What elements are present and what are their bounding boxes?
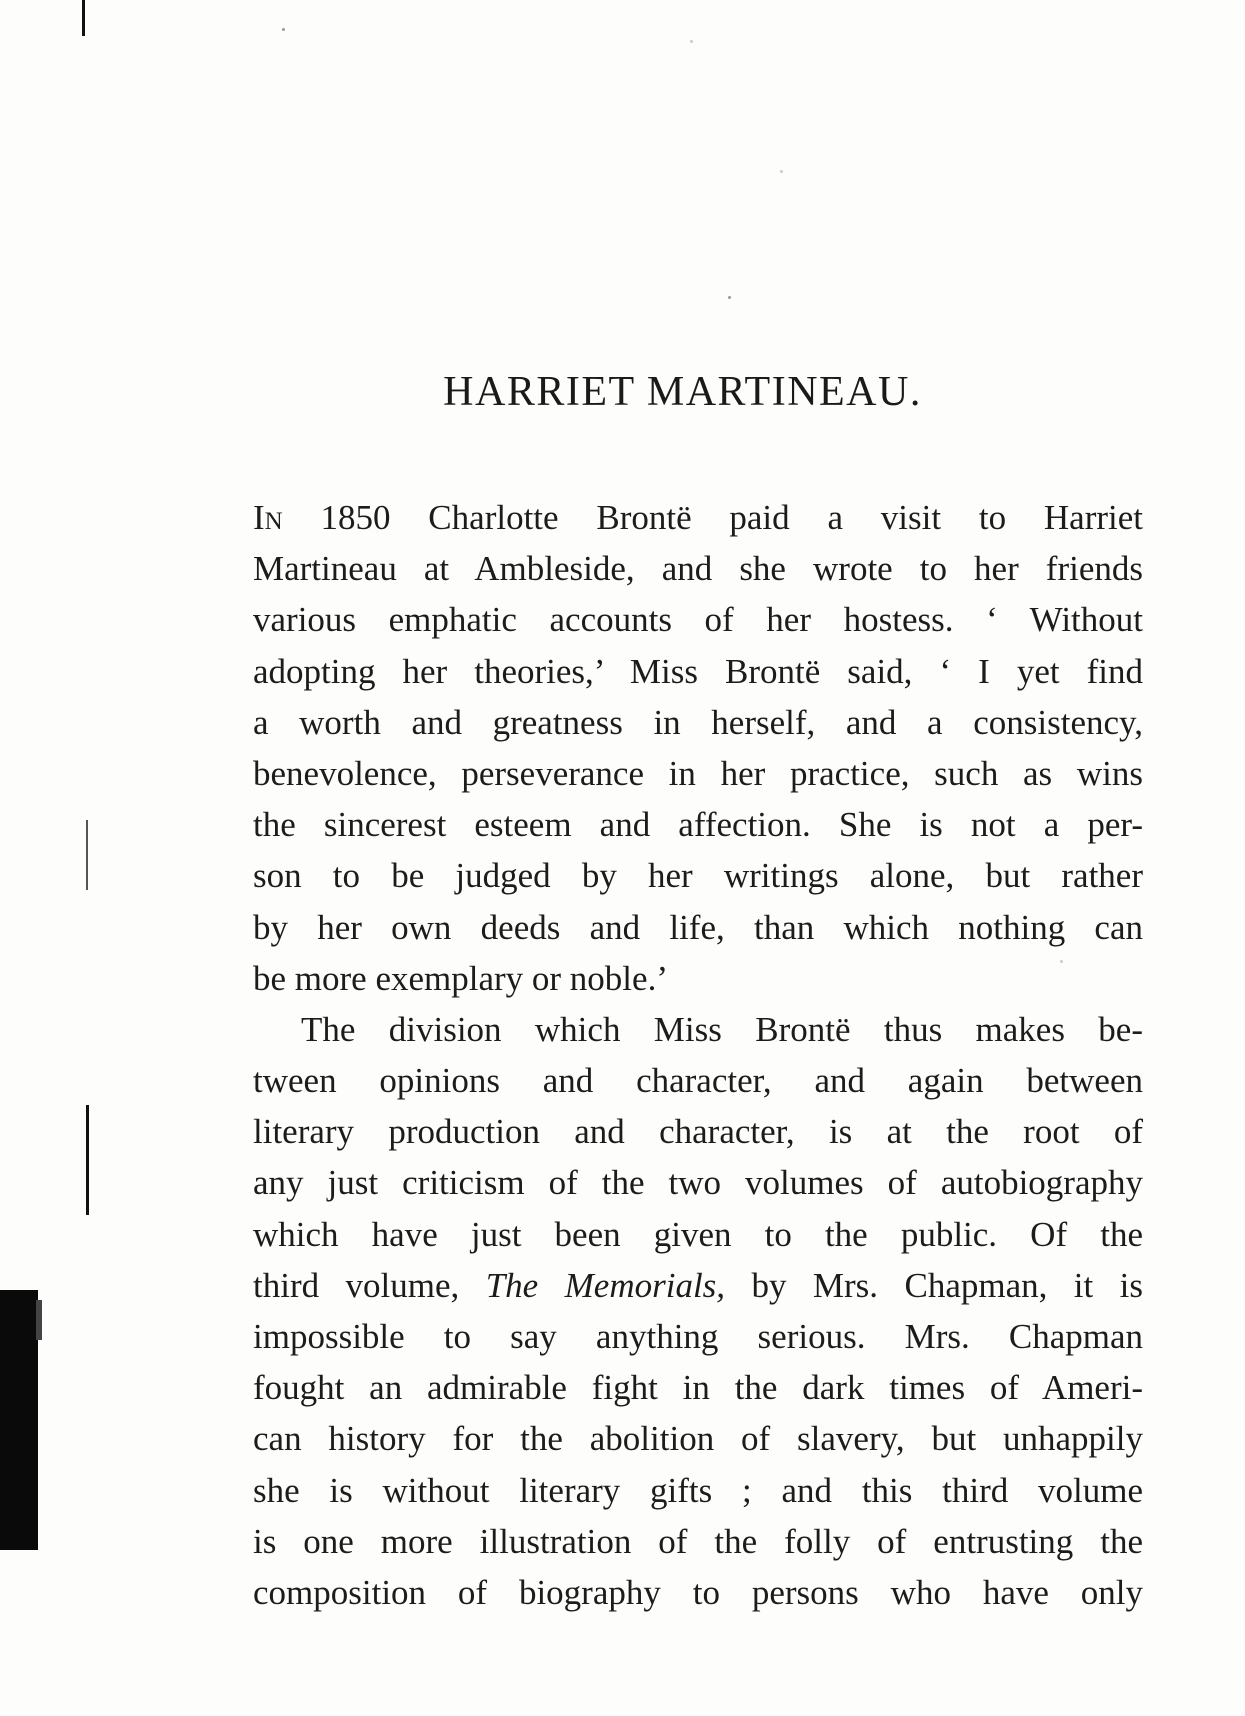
- text-line: impossible to say anything serious. Mrs. Chapman: [253, 1317, 1143, 1356]
- text-line: composition of biography to persons who have only: [253, 1572, 1143, 1612]
- drop-word: In: [253, 498, 283, 537]
- text-line: third volume, The Memorials, by Mrs. Chapman, it is: [253, 1265, 1144, 1305]
- scan-speck: [282, 28, 285, 31]
- text-line: various emphatic accounts of her hostess. ‘ Without: [253, 600, 1143, 640]
- text-line: the sincerest esteem and affection. She is not a per-: [253, 805, 1143, 845]
- scan-speck: [780, 170, 783, 173]
- text-line: tween opinions and character, and again between: [253, 1061, 1143, 1101]
- text-line: which have just been given to the public. Of the: [253, 1214, 1143, 1254]
- text-line: adopting her theories,’ Miss Brontë said, ‘ I yet find: [253, 651, 1143, 691]
- text-line: Martineau at Ambleside, and she wrote to her friends: [253, 549, 1143, 589]
- text-line: literary production and character, is at the root of: [253, 1112, 1143, 1152]
- scan-speck: [690, 40, 693, 43]
- paragraph-2: [253, 1004, 1143, 1618]
- scan-edge-shadow: [0, 1290, 38, 1550]
- paragraph-1: [253, 492, 1143, 1004]
- text-line: be more exemplary or noble.’: [253, 958, 668, 998]
- scan-mark: [36, 1300, 42, 1340]
- text-line: can history for the abolition of slavery, but unhappily: [253, 1419, 1143, 1459]
- text-line: by her own deeds and life, than which nothing can: [253, 907, 1143, 947]
- text-line: she is without literary gifts ; and this third volume: [253, 1470, 1143, 1510]
- scan-mark: [82, 0, 85, 36]
- text-line: son to be judged by her writings alone, but rather: [253, 856, 1143, 896]
- text-line: benevolence, perseverance in her practice, such as wins: [253, 753, 1143, 793]
- scan-mark: [86, 1105, 89, 1215]
- page-title: HARRIET MARTINEAU.: [443, 369, 922, 415]
- text-line: fought an admirable fight in the dark times of Ameri-: [253, 1368, 1143, 1408]
- text-line: is one more illustration of the folly of entrusting the: [253, 1521, 1143, 1561]
- body-text: [253, 492, 1143, 1618]
- text-line: any just criticism of the two volumes of autobiography: [253, 1163, 1143, 1203]
- text-line: a worth and greatness in herself, and a consistency,: [253, 702, 1143, 742]
- text-line: In 1850 Charlotte Brontë paid a visit to Harriet: [253, 498, 1143, 537]
- scan-mark: [86, 820, 88, 890]
- scan-speck: [728, 296, 731, 299]
- book-title: The Memorials,: [485, 1265, 726, 1305]
- text-line: The division which Miss Brontë thus makes be-: [301, 1009, 1143, 1049]
